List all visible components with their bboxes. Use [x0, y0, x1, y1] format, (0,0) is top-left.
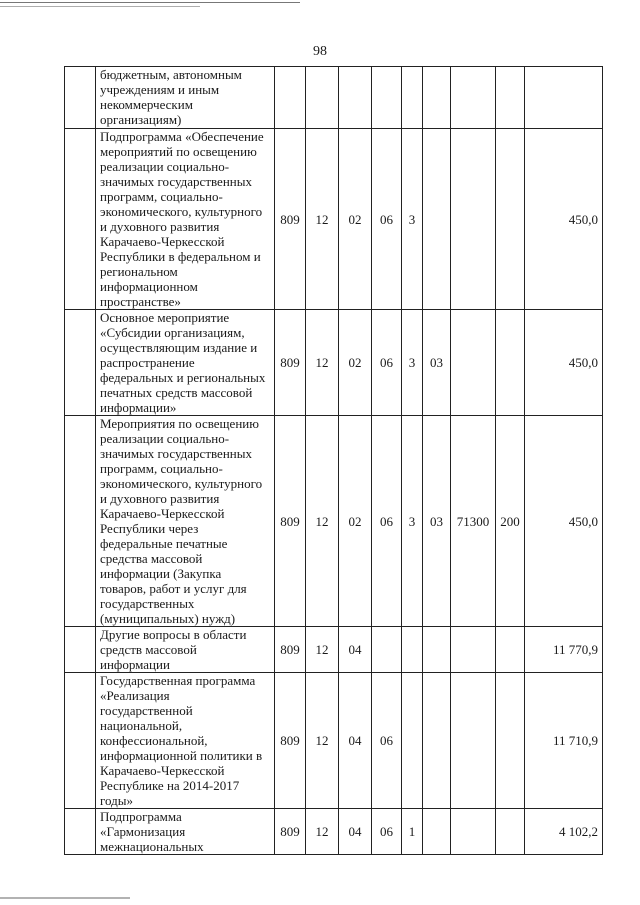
item-name-line: и духовного развития: [100, 491, 220, 506]
item-name-line: информации: [100, 657, 170, 672]
scan-edge-line: [0, 6, 200, 7]
item-name-line: реализации социально-: [100, 159, 230, 174]
program-code-cell: [372, 627, 402, 673]
table-row: [65, 129, 603, 310]
item-name-line: Основное мероприятие: [100, 310, 230, 325]
row-index-cell: [65, 416, 96, 627]
item-name-line: Карачаево-Черкесской: [100, 234, 225, 249]
ministry-code-cell: 809: [275, 129, 306, 310]
item-name-line: значимых государственных: [100, 446, 252, 461]
subprogram-code-cell: 1: [402, 809, 423, 855]
item-name-line: Подпрограмма: [100, 809, 182, 824]
item-name-line: реализации социально-: [100, 431, 230, 446]
table-row: [65, 67, 603, 129]
amount-cell: 11 770,9: [525, 627, 603, 673]
item-name-line: межнациональных: [100, 839, 204, 854]
item-name-line: (муниципальных) нужд): [100, 611, 236, 626]
ministry-code-cell: 809: [275, 673, 306, 809]
item-name-line: информационном: [100, 279, 198, 294]
item-name-line: товаров, работ и услуг для: [100, 581, 247, 596]
direction-code-cell: [451, 129, 496, 310]
measure-code-cell: [423, 67, 451, 129]
item-name-line: экономического, культурного: [100, 476, 263, 491]
item-name-line: Карачаево-Черкесской: [100, 506, 225, 521]
item-name-line: федеральные печатные: [100, 536, 228, 551]
ministry-code-cell: 809: [275, 310, 306, 416]
subprogram-code-cell: [402, 627, 423, 673]
row-index-cell: [65, 129, 96, 310]
expense-type-cell: [496, 673, 525, 809]
program-code-cell: [372, 67, 402, 129]
measure-code-cell: [423, 627, 451, 673]
item-name-line: пространстве»: [100, 294, 181, 309]
row-index-cell: [65, 673, 96, 809]
subsection-code-cell: 04: [339, 673, 372, 809]
amount-cell: [525, 67, 603, 129]
item-name-line: некоммерческим: [100, 97, 193, 112]
table-row: [65, 809, 603, 855]
item-name-line: программ, социально-: [100, 461, 223, 476]
item-name-line: экономического, культурного: [100, 204, 263, 219]
section-code-cell: 12: [306, 627, 339, 673]
table-row: [65, 310, 603, 416]
direction-code-cell: [451, 310, 496, 416]
item-name-cell: [96, 67, 275, 129]
subprogram-code-cell: [402, 673, 423, 809]
subsection-code-cell: [339, 67, 372, 129]
program-code-cell: 06: [372, 129, 402, 310]
item-name-cell: [96, 129, 275, 310]
measure-code-cell: [423, 129, 451, 310]
page-number: 98: [313, 44, 327, 59]
item-name-cell: [96, 809, 275, 855]
expense-type-cell: 200: [496, 416, 525, 627]
scan-edge-line: [0, 2, 300, 3]
budget-table: [64, 66, 603, 855]
item-name-line: бюджетным, автономным: [100, 67, 242, 82]
item-name-line: Карачаево-Черкесской: [100, 763, 225, 778]
direction-code-cell: [451, 627, 496, 673]
item-name-line: Другие вопросы в области: [100, 627, 247, 642]
amount-cell: 4 102,2: [525, 809, 603, 855]
item-name-line: учреждениям и иным: [100, 82, 220, 97]
item-name-cell: [96, 673, 275, 809]
ministry-code-cell: 809: [275, 809, 306, 855]
item-name-line: осуществляющим издание и: [100, 340, 258, 355]
ministry-code-cell: 809: [275, 627, 306, 673]
item-name-line: Республики через: [100, 521, 199, 536]
program-code-cell: 06: [372, 673, 402, 809]
section-code-cell: 12: [306, 129, 339, 310]
item-name-line: организациям): [100, 112, 182, 127]
item-name-line: информации (Закупка: [100, 566, 222, 581]
subsection-code-cell: 04: [339, 809, 372, 855]
subsection-code-cell: 04: [339, 627, 372, 673]
item-name-line: «Субсидии организациям,: [100, 325, 245, 340]
item-name-line: государственных: [100, 596, 195, 611]
direction-code-cell: [451, 673, 496, 809]
item-name-line: Республике на 2014-2017: [100, 778, 240, 793]
table-row: [65, 627, 603, 673]
item-name-line: национальной,: [100, 718, 183, 733]
item-name-line: Государственная программа: [100, 673, 256, 688]
item-name-line: мероприятий по освещению: [100, 144, 257, 159]
item-name-cell: [96, 416, 275, 627]
subsection-code-cell: 02: [339, 416, 372, 627]
item-name-line: значимых государственных: [100, 174, 252, 189]
item-name-cell: [96, 310, 275, 416]
amount-cell: 450,0: [525, 416, 603, 627]
item-name-line: «Гармонизация: [100, 824, 186, 839]
expense-type-cell: [496, 129, 525, 310]
amount-cell: 450,0: [525, 129, 603, 310]
program-code-cell: 06: [372, 416, 402, 627]
ministry-code-cell: [275, 67, 306, 129]
section-code-cell: 12: [306, 416, 339, 627]
item-name-line: средства массовой: [100, 551, 203, 566]
section-code-cell: [306, 67, 339, 129]
expense-type-cell: [496, 809, 525, 855]
expense-type-cell: [496, 67, 525, 129]
table-row: [65, 673, 603, 809]
row-index-cell: [65, 310, 96, 416]
item-name-line: распространение: [100, 355, 195, 370]
item-name-line: средств массовой: [100, 642, 197, 657]
subprogram-code-cell: 3: [402, 416, 423, 627]
amount-cell: 11 710,9: [525, 673, 603, 809]
subsection-code-cell: 02: [339, 129, 372, 310]
measure-code-cell: [423, 673, 451, 809]
item-name-line: Мероприятия по освещению: [100, 416, 259, 431]
scan-edge-line: [0, 897, 130, 899]
ministry-code-cell: 809: [275, 416, 306, 627]
subprogram-code-cell: 3: [402, 129, 423, 310]
item-name-line: «Реализация: [100, 688, 170, 703]
program-code-cell: 06: [372, 310, 402, 416]
item-name-line: федеральных и региональных: [100, 370, 266, 385]
row-index-cell: [65, 809, 96, 855]
item-name-line: Республики в федеральном и: [100, 249, 261, 264]
expense-type-cell: [496, 627, 525, 673]
table-row: [65, 416, 603, 627]
section-code-cell: 12: [306, 809, 339, 855]
item-name-line: программ, социально-: [100, 189, 223, 204]
item-name-line: информации»: [100, 400, 177, 415]
section-code-cell: 12: [306, 673, 339, 809]
subprogram-code-cell: [402, 67, 423, 129]
item-name-line: конфессиональной,: [100, 733, 208, 748]
direction-code-cell: [451, 67, 496, 129]
measure-code-cell: 03: [423, 310, 451, 416]
item-name-line: печатных средств массовой: [100, 385, 253, 400]
subsection-code-cell: 02: [339, 310, 372, 416]
item-name-line: информационной политики в: [100, 748, 263, 763]
item-name-line: региональном: [100, 264, 178, 279]
direction-code-cell: 71300: [451, 416, 496, 627]
item-name-cell: [96, 627, 275, 673]
section-code-cell: 12: [306, 310, 339, 416]
direction-code-cell: [451, 809, 496, 855]
expense-type-cell: [496, 310, 525, 416]
subprogram-code-cell: 3: [402, 310, 423, 416]
item-name-line: государственной: [100, 703, 193, 718]
row-index-cell: [65, 67, 96, 129]
item-name-line: годы»: [100, 793, 133, 808]
amount-cell: 450,0: [525, 310, 603, 416]
row-index-cell: [65, 627, 96, 673]
program-code-cell: 06: [372, 809, 402, 855]
measure-code-cell: 03: [423, 416, 451, 627]
item-name-line: Подпрограмма «Обеспечение: [100, 129, 264, 144]
measure-code-cell: [423, 809, 451, 855]
item-name-line: и духовного развития: [100, 219, 220, 234]
